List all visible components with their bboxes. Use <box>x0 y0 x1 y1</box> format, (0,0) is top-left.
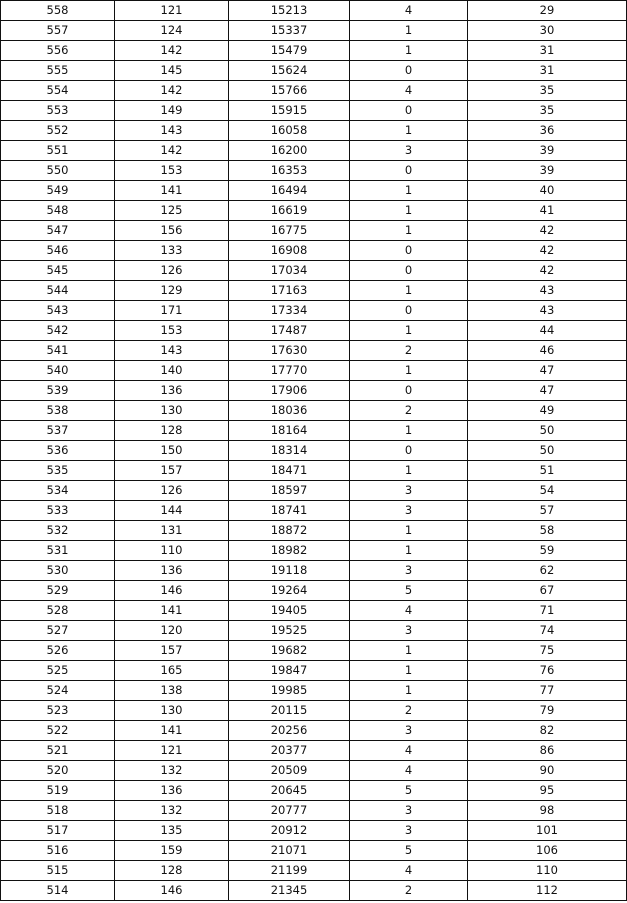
table-cell: 0 <box>350 301 468 321</box>
table-cell: 3 <box>350 621 468 641</box>
table-body <box>1 1 627 901</box>
table-cell: 21345 <box>229 881 350 901</box>
table-cell: 35 <box>468 101 627 121</box>
table-row <box>1 421 627 441</box>
table-row <box>1 541 627 561</box>
table-cell: 15337 <box>229 21 350 41</box>
table-cell: 106 <box>468 841 627 861</box>
table-cell: 17906 <box>229 381 350 401</box>
table-cell: 21071 <box>229 841 350 861</box>
table-row <box>1 21 627 41</box>
table-cell: 17487 <box>229 321 350 341</box>
table-cell: 550 <box>1 161 115 181</box>
table-cell: 4 <box>350 601 468 621</box>
table-cell: 165 <box>115 661 229 681</box>
table-cell: 121 <box>115 741 229 761</box>
table-cell: 86 <box>468 741 627 761</box>
table-cell: 128 <box>115 421 229 441</box>
table-cell: 50 <box>468 441 627 461</box>
table-cell: 82 <box>468 721 627 741</box>
table-cell: 18597 <box>229 481 350 501</box>
table-row <box>1 61 627 81</box>
table-cell: 1 <box>350 321 468 341</box>
table-cell: 136 <box>115 781 229 801</box>
table-cell: 90 <box>468 761 627 781</box>
table-cell: 19405 <box>229 601 350 621</box>
table-cell: 142 <box>115 81 229 101</box>
table-cell: 0 <box>350 101 468 121</box>
table-cell: 42 <box>468 261 627 281</box>
table-cell: 77 <box>468 681 627 701</box>
table-cell: 126 <box>115 261 229 281</box>
table-cell: 141 <box>115 601 229 621</box>
table-cell: 74 <box>468 621 627 641</box>
table-cell: 558 <box>1 1 115 21</box>
table-cell: 126 <box>115 481 229 501</box>
table-row <box>1 761 627 781</box>
table-cell: 18471 <box>229 461 350 481</box>
table-cell: 1 <box>350 361 468 381</box>
table-cell: 1 <box>350 541 468 561</box>
table-cell: 145 <box>115 61 229 81</box>
table-cell: 17163 <box>229 281 350 301</box>
table-cell: 79 <box>468 701 627 721</box>
table-cell: 128 <box>115 861 229 881</box>
table-cell: 2 <box>350 401 468 421</box>
table-row <box>1 341 627 361</box>
table-cell: 120 <box>115 621 229 641</box>
table-cell: 4 <box>350 761 468 781</box>
table-cell: 110 <box>115 541 229 561</box>
table-cell: 1 <box>350 121 468 141</box>
table-cell: 49 <box>468 401 627 421</box>
table-cell: 538 <box>1 401 115 421</box>
table-cell: 527 <box>1 621 115 641</box>
table-cell: 129 <box>115 281 229 301</box>
table-cell: 67 <box>468 581 627 601</box>
table-cell: 1 <box>350 21 468 41</box>
table-cell: 551 <box>1 141 115 161</box>
table-cell: 42 <box>468 241 627 261</box>
table-cell: 3 <box>350 561 468 581</box>
table-cell: 132 <box>115 761 229 781</box>
table-cell: 540 <box>1 361 115 381</box>
table-cell: 1 <box>350 521 468 541</box>
table-cell: 544 <box>1 281 115 301</box>
table-cell: 130 <box>115 701 229 721</box>
table-row <box>1 501 627 521</box>
table-cell: 58 <box>468 521 627 541</box>
table-cell: 138 <box>115 681 229 701</box>
table-cell: 1 <box>350 281 468 301</box>
table-cell: 157 <box>115 641 229 661</box>
table-row <box>1 681 627 701</box>
table-cell: 2 <box>350 701 468 721</box>
table-cell: 546 <box>1 241 115 261</box>
table-cell: 47 <box>468 381 627 401</box>
table-cell: 18036 <box>229 401 350 421</box>
table-cell: 3 <box>350 721 468 741</box>
table-row <box>1 361 627 381</box>
table-cell: 20377 <box>229 741 350 761</box>
table-cell: 30 <box>468 21 627 41</box>
table-cell: 144 <box>115 501 229 521</box>
table-cell: 40 <box>468 181 627 201</box>
table-cell: 3 <box>350 821 468 841</box>
table-cell: 101 <box>468 821 627 841</box>
table-cell: 554 <box>1 81 115 101</box>
table-cell: 522 <box>1 721 115 741</box>
table-cell: 19264 <box>229 581 350 601</box>
table-cell: 57 <box>468 501 627 521</box>
table-cell: 153 <box>115 161 229 181</box>
table-cell: 557 <box>1 21 115 41</box>
table-cell: 17034 <box>229 261 350 281</box>
table-cell: 547 <box>1 221 115 241</box>
table-row <box>1 561 627 581</box>
table-cell: 539 <box>1 381 115 401</box>
table-cell: 36 <box>468 121 627 141</box>
table-row <box>1 721 627 741</box>
table-cell: 20777 <box>229 801 350 821</box>
table-cell: 19118 <box>229 561 350 581</box>
table-cell: 43 <box>468 301 627 321</box>
table-row <box>1 141 627 161</box>
table-cell: 150 <box>115 441 229 461</box>
table-cell: 541 <box>1 341 115 361</box>
table-cell: 555 <box>1 61 115 81</box>
table-cell: 39 <box>468 141 627 161</box>
table-row <box>1 381 627 401</box>
table-cell: 136 <box>115 381 229 401</box>
table-cell: 534 <box>1 481 115 501</box>
table-cell: 2 <box>350 881 468 901</box>
table-cell: 16619 <box>229 201 350 221</box>
table-cell: 16494 <box>229 181 350 201</box>
table-row <box>1 401 627 421</box>
table-cell: 159 <box>115 841 229 861</box>
table-cell: 1 <box>350 661 468 681</box>
table-cell: 3 <box>350 801 468 821</box>
table-cell: 121 <box>115 1 229 21</box>
table-cell: 143 <box>115 341 229 361</box>
table-cell: 98 <box>468 801 627 821</box>
table-cell: 157 <box>115 461 229 481</box>
table-cell: 135 <box>115 821 229 841</box>
table-cell: 3 <box>350 481 468 501</box>
table-row <box>1 281 627 301</box>
table-cell: 1 <box>350 421 468 441</box>
table-cell: 15766 <box>229 81 350 101</box>
table-cell: 525 <box>1 661 115 681</box>
table-row <box>1 621 627 641</box>
table-cell: 132 <box>115 801 229 821</box>
table-row <box>1 181 627 201</box>
table-cell: 19847 <box>229 661 350 681</box>
table-cell: 131 <box>115 521 229 541</box>
table-cell: 521 <box>1 741 115 761</box>
table-row <box>1 841 627 861</box>
table-cell: 43 <box>468 281 627 301</box>
table-cell: 140 <box>115 361 229 381</box>
table-cell: 110 <box>468 861 627 881</box>
table-cell: 517 <box>1 821 115 841</box>
table-cell: 16058 <box>229 121 350 141</box>
table-cell: 3 <box>350 141 468 161</box>
table-cell: 524 <box>1 681 115 701</box>
table-cell: 1 <box>350 221 468 241</box>
table-cell: 515 <box>1 861 115 881</box>
table-cell: 156 <box>115 221 229 241</box>
table-cell: 171 <box>115 301 229 321</box>
table-cell: 124 <box>115 21 229 41</box>
table-cell: 62 <box>468 561 627 581</box>
table-cell: 528 <box>1 601 115 621</box>
table-cell: 535 <box>1 461 115 481</box>
table-cell: 545 <box>1 261 115 281</box>
table-cell: 519 <box>1 781 115 801</box>
table-cell: 146 <box>115 581 229 601</box>
table-cell: 142 <box>115 41 229 61</box>
table-cell: 20115 <box>229 701 350 721</box>
table-cell: 46 <box>468 341 627 361</box>
table-row <box>1 601 627 621</box>
table-cell: 4 <box>350 1 468 21</box>
table-cell: 149 <box>115 101 229 121</box>
table-cell: 529 <box>1 581 115 601</box>
table-cell: 543 <box>1 301 115 321</box>
table-cell: 533 <box>1 501 115 521</box>
table-cell: 112 <box>468 881 627 901</box>
table-row <box>1 301 627 321</box>
table-cell: 3 <box>350 501 468 521</box>
table-cell: 143 <box>115 121 229 141</box>
table-cell: 16200 <box>229 141 350 161</box>
table-cell: 17334 <box>229 301 350 321</box>
table-cell: 5 <box>350 841 468 861</box>
table-cell: 20256 <box>229 721 350 741</box>
table-cell: 19682 <box>229 641 350 661</box>
table-row <box>1 481 627 501</box>
table-cell: 141 <box>115 181 229 201</box>
table-cell: 552 <box>1 121 115 141</box>
table-cell: 16908 <box>229 241 350 261</box>
table-cell: 0 <box>350 261 468 281</box>
table-cell: 0 <box>350 241 468 261</box>
table-cell: 548 <box>1 201 115 221</box>
table-cell: 54 <box>468 481 627 501</box>
table-cell: 5 <box>350 781 468 801</box>
table-row <box>1 861 627 881</box>
table-cell: 4 <box>350 741 468 761</box>
table-cell: 514 <box>1 881 115 901</box>
table-row <box>1 881 627 901</box>
table-cell: 0 <box>350 161 468 181</box>
table-cell: 1 <box>350 181 468 201</box>
table-cell: 1 <box>350 201 468 221</box>
table-cell: 133 <box>115 241 229 261</box>
table-cell: 5 <box>350 581 468 601</box>
table-cell: 44 <box>468 321 627 341</box>
table-row <box>1 101 627 121</box>
table-cell: 39 <box>468 161 627 181</box>
table-cell: 530 <box>1 561 115 581</box>
table-cell: 0 <box>350 61 468 81</box>
table-cell: 19525 <box>229 621 350 641</box>
table-cell: 0 <box>350 441 468 461</box>
table-cell: 16353 <box>229 161 350 181</box>
table-cell: 18314 <box>229 441 350 461</box>
table-cell: 15213 <box>229 1 350 21</box>
table-row <box>1 241 627 261</box>
table-cell: 142 <box>115 141 229 161</box>
table-row <box>1 781 627 801</box>
table-row <box>1 321 627 341</box>
table-cell: 556 <box>1 41 115 61</box>
table-cell: 47 <box>468 361 627 381</box>
table-row <box>1 461 627 481</box>
table-cell: 130 <box>115 401 229 421</box>
table-row <box>1 701 627 721</box>
table-row <box>1 661 627 681</box>
table-cell: 75 <box>468 641 627 661</box>
table-cell: 18741 <box>229 501 350 521</box>
table-row <box>1 161 627 181</box>
table-cell: 531 <box>1 541 115 561</box>
table-cell: 15915 <box>229 101 350 121</box>
table-cell: 35 <box>468 81 627 101</box>
table-cell: 542 <box>1 321 115 341</box>
table-cell: 136 <box>115 561 229 581</box>
table-cell: 1 <box>350 461 468 481</box>
table-cell: 20912 <box>229 821 350 841</box>
table-cell: 15624 <box>229 61 350 81</box>
table-cell: 536 <box>1 441 115 461</box>
table-row <box>1 41 627 61</box>
table-cell: 50 <box>468 421 627 441</box>
table-row <box>1 641 627 661</box>
table-row <box>1 741 627 761</box>
table-cell: 1 <box>350 641 468 661</box>
table-cell: 29 <box>468 1 627 21</box>
table-row <box>1 801 627 821</box>
table-row <box>1 121 627 141</box>
table-cell: 17770 <box>229 361 350 381</box>
table-cell: 59 <box>468 541 627 561</box>
table-cell: 520 <box>1 761 115 781</box>
table-row <box>1 821 627 841</box>
table-cell: 19985 <box>229 681 350 701</box>
table-cell: 518 <box>1 801 115 821</box>
table-cell: 18872 <box>229 521 350 541</box>
table-cell: 20509 <box>229 761 350 781</box>
table-cell: 125 <box>115 201 229 221</box>
table-cell: 1 <box>350 41 468 61</box>
table-cell: 2 <box>350 341 468 361</box>
table-cell: 532 <box>1 521 115 541</box>
table-row <box>1 81 627 101</box>
table-cell: 95 <box>468 781 627 801</box>
table-row <box>1 581 627 601</box>
table-cell: 523 <box>1 701 115 721</box>
table-cell: 76 <box>468 661 627 681</box>
table-cell: 31 <box>468 61 627 81</box>
table-cell: 20645 <box>229 781 350 801</box>
table-cell: 537 <box>1 421 115 441</box>
table-cell: 16775 <box>229 221 350 241</box>
table-cell: 51 <box>468 461 627 481</box>
table-cell: 526 <box>1 641 115 661</box>
table-cell: 1 <box>350 681 468 701</box>
table-cell: 146 <box>115 881 229 901</box>
table-cell: 516 <box>1 841 115 861</box>
table-cell: 31 <box>468 41 627 61</box>
table-cell: 15479 <box>229 41 350 61</box>
table-cell: 153 <box>115 321 229 341</box>
table-row <box>1 1 627 21</box>
table-cell: 553 <box>1 101 115 121</box>
table-row <box>1 201 627 221</box>
table-cell: 21199 <box>229 861 350 881</box>
table-cell: 4 <box>350 861 468 881</box>
table-cell: 41 <box>468 201 627 221</box>
table-row <box>1 221 627 241</box>
table-cell: 549 <box>1 181 115 201</box>
table-row <box>1 441 627 461</box>
table-cell: 141 <box>115 721 229 741</box>
table-row <box>1 521 627 541</box>
table-cell: 17630 <box>229 341 350 361</box>
table-cell: 18982 <box>229 541 350 561</box>
table-cell: 71 <box>468 601 627 621</box>
table-cell: 18164 <box>229 421 350 441</box>
table-cell: 42 <box>468 221 627 241</box>
table-cell: 4 <box>350 81 468 101</box>
table-cell: 0 <box>350 381 468 401</box>
table-row <box>1 261 627 281</box>
